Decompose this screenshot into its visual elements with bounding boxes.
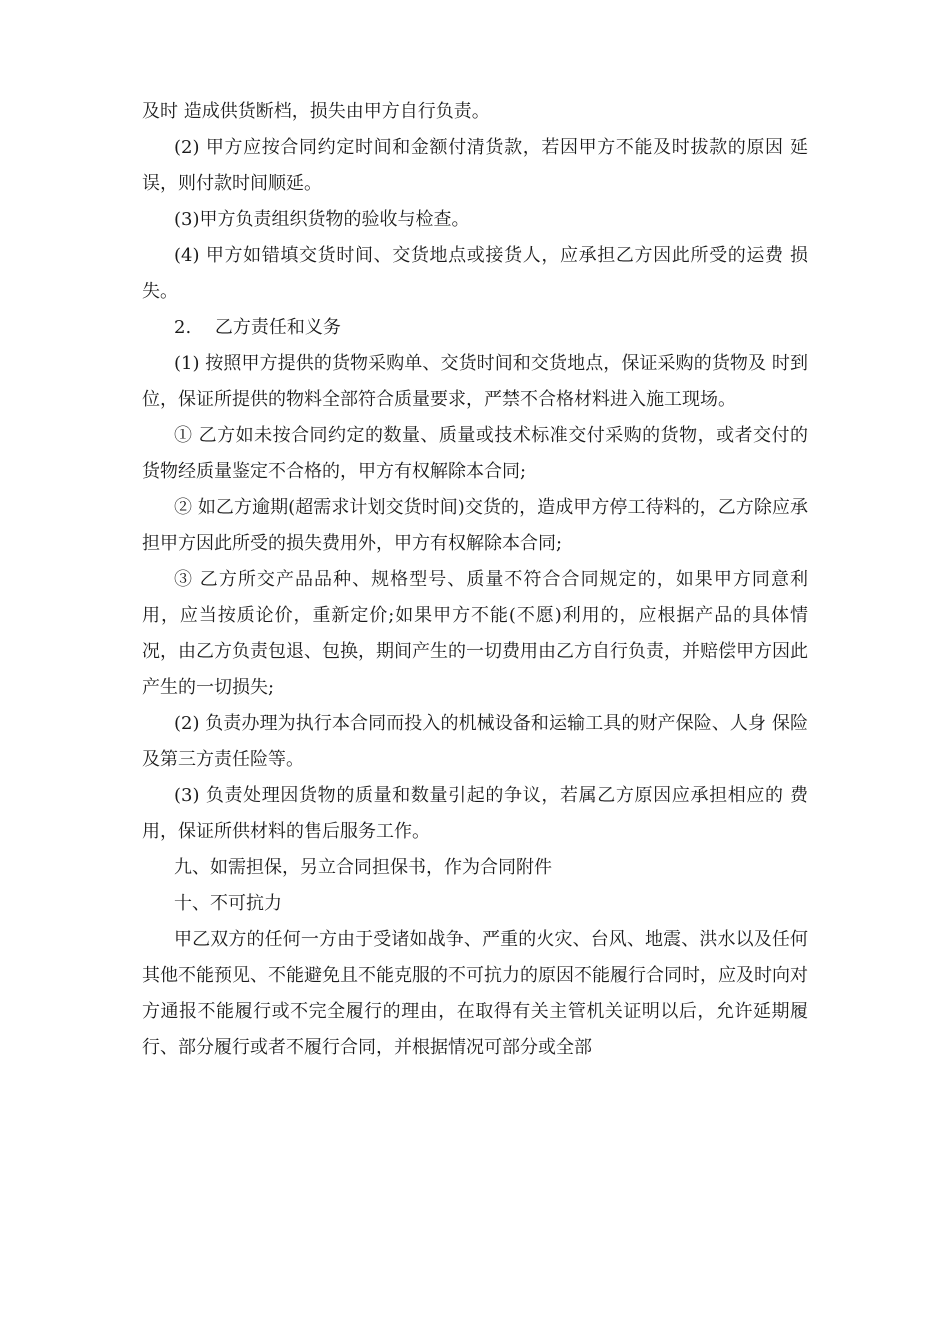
paragraph-party-b-disputes: (3) 负责处理因货物的质量和数量引起的争议，若属乙方原因应承担相应的 费用，保证所供材料的售后服务工作。 [142,785,808,842]
section-heading-guarantee: 九、如需担保，另立合同担保书，作为合同附件 [174,857,552,878]
paragraph-party-b-insurance: (2) 负责办理为执行本合同而投入的机械设备和运输工具的财产保险、人身 保险及第三方责任险等。 [142,713,808,770]
paragraph-party-b-item-2: ② 如乙方逾期(超需求计划交货时间)交货的，造成甲方停工待料的，乙方除应承担甲方因此所受的损失费用外，甲方有权解除本合同; [142,497,808,554]
section-heading-party-b: 2. 乙方责任和义务 [174,317,341,338]
paragraph-force-majeure: 甲乙双方的任何一方由于受诸如战争、严重的火灾、台风、地震、洪水以及任何其他不能预见、不能避免且不能克服的不可抗力的原因不能履行合同时，应及时向对方通报不能履行或不完全履行的理由，在取得有关主管机关证明以后，允许延期履行、部分履行或者不履行合同，并根据情况可部分或全部 [142,929,808,1058]
paragraph-continuation: 及时 造成供货断档，损失由甲方自行负责。 [142,101,490,122]
paragraph-party-a-payment: (2) 甲方应按合同约定时间和金额付清货款，若因甲方不能及时拔款的原因 延误，则付款时间顺延。 [142,137,808,194]
paragraph-party-a-inspection: (3)甲方负责组织货物的验收与检查。 [174,209,470,230]
paragraph-party-b-item-3: ③ 乙方所交产品品种、规格型号、质量不符合合同规定的，如果甲方同意利用，应当按质论价，重新定价;如果甲方不能(不愿)利用的，应根据产品的具体情况，由乙方负责包退、包换，期间产生的一切费用由乙方自行负责，并赔偿甲方因此产生的一切损失; [142,569,808,698]
paragraph-party-b-item-1: ① 乙方如未按合同约定的数量、质量或技术标准交付采购的货物，或者交付的货物经质量鉴定不合格的，甲方有权解除本合同; [142,425,808,482]
paragraph-party-a-errors: (4) 甲方如错填交货时间、交货地点或接货人，应承担乙方因此所受的运费 损失。 [142,245,808,302]
document-body [142,94,808,1066]
section-heading-force-majeure: 十、不可抗力 [174,893,282,914]
paragraph-party-b-delivery: (1) 按照甲方提供的货物采购单、交货时间和交货地点，保证采购的货物及 时到位，保证所提供的物料全部符合质量要求，严禁不合格材料进入施工现场。 [142,353,808,410]
